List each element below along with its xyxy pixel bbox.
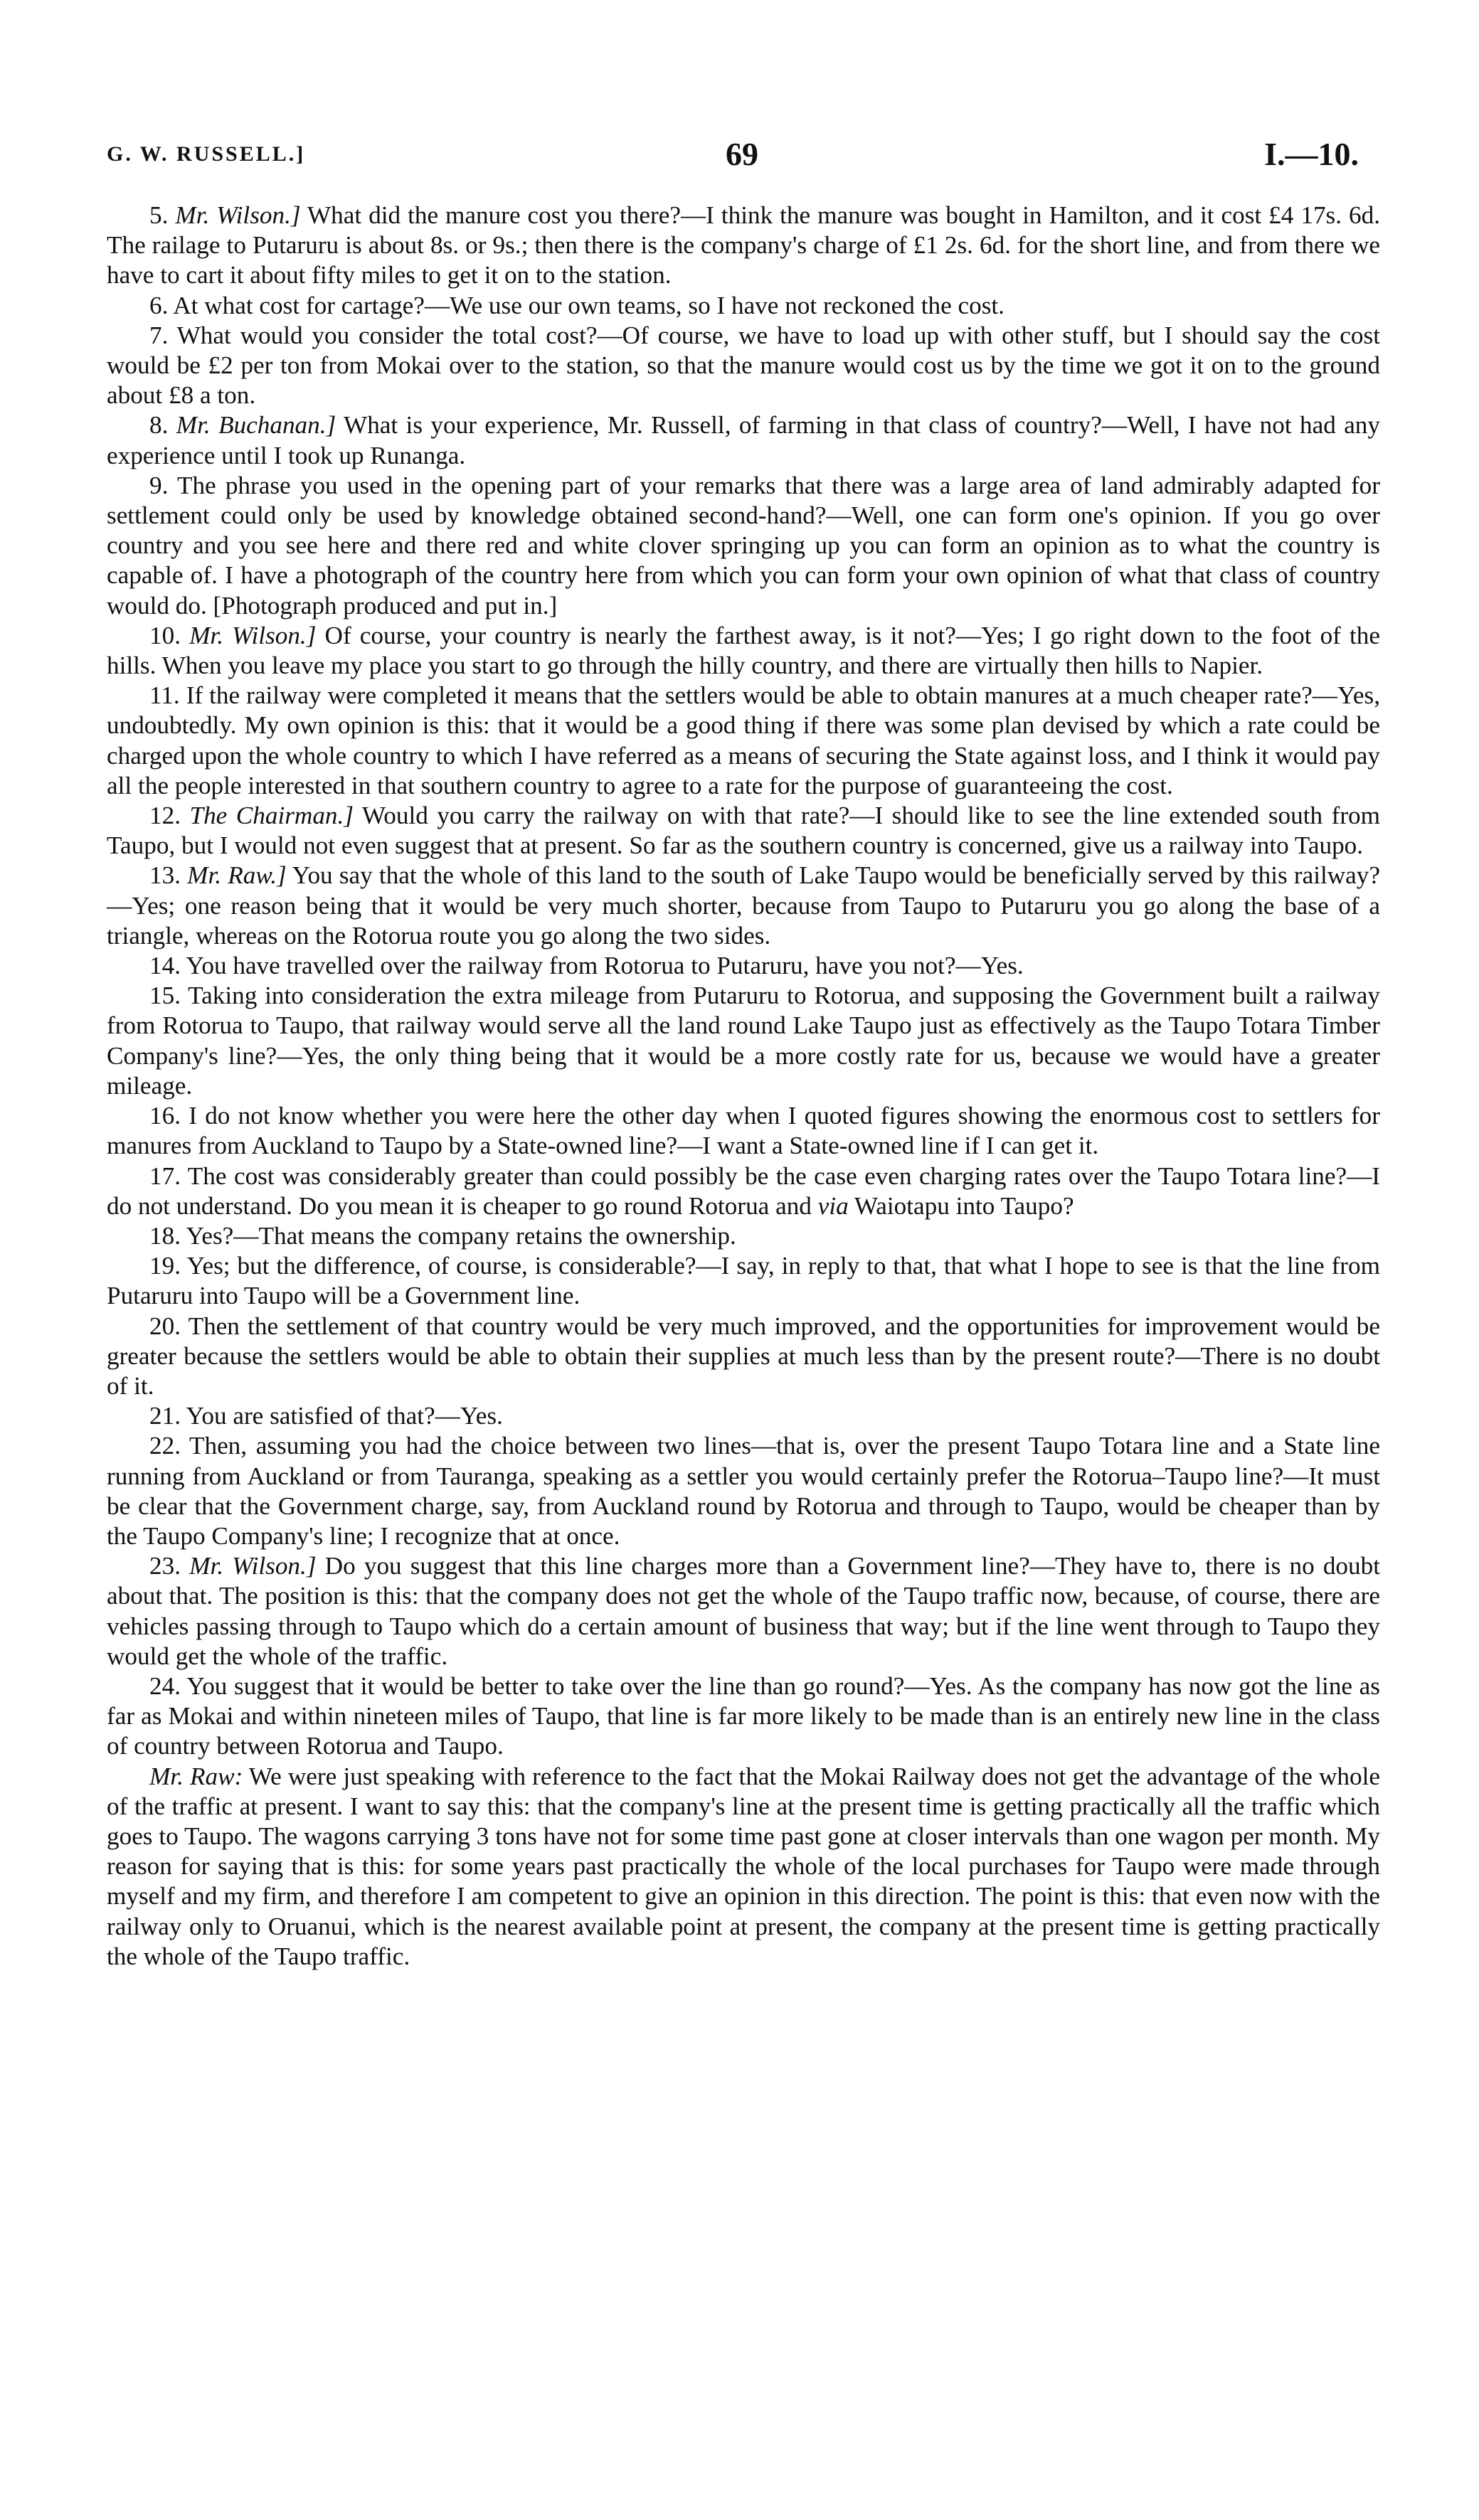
paragraph: 9. The phrase you used in the opening part of your remarks that there was a large area of land admirably adapted for settlement could only be used by knowledge obtained second-hand?—Well, one can form one's opinion. If you go over country and you see here and there red and white clover springing up you can form an opinion as to what the country is capable of. I have a photograph of the country here from which you can form your own opinion of what that class of country would do. [Photograph produced and put in.] — [107, 471, 1380, 620]
paragraph: 10. Mr. Wilson.] Of course, your country is nearly the farthest away, is it not?—Yes; I go right down to the foot of the hills. When you leave my place you start to go through the hilly country, and there are virtually then hills to Napier. — [107, 621, 1381, 680]
speaker: Mr. Wilson.] — [189, 621, 317, 649]
witness-name: G. W. RUSSELL.] — [107, 142, 306, 166]
paragraph: 5. Mr. Wilson.] What did the manure cost you there?—I think the manure was bought in Hamilton, and it cost £4 17s. 6d. The railage to Putaruru is about 8s. or 9s.; then there is the company's charge of £1 2s. 6d. for the short line, and from there we have to cart it about fifty miles to get it on to the station. — [107, 201, 1381, 289]
paragraph: 22. Then, assuming you had the choice between two lines—that is, over the present Taupo Totara line and a State line running from Auckland or from Tauranga, speaking as a settler you would certainly prefer the Rotorua–Taupo line?—It must be clear that the Government charge, say, from Auckland round by Rotorua and through to Taupo, would be cheaper than by the Taupo Company's line; I recognize that at once. — [107, 1432, 1380, 1550]
speaker: The Chairman.] — [189, 802, 354, 830]
paragraph: 13. Mr. Raw.] You say that the whole of this land to the south of Lake Taupo would be beneficially served by this railway?—Yes; one reason being that it would be very much shorter, because from Taupo to Putaruru you go along the base of a triangle, whereas on the Rotorua route you go along the two sides. — [107, 861, 1380, 950]
paragraph: 24. You suggest that it would be better to take over the line than go round?—Yes. As the company has now got the line as far as Mokai and within nineteen miles of Taupo, that line is far more likely to be made than is an entirely new line in the class of country between Rotorua and Taupo. — [107, 1671, 1380, 1760]
paragraph: 8. Mr. Buchanan.] What is your experience, Mr. Russell, of farming in that class of country?—Well, I have not had any experience until I took up Runanga. — [107, 411, 1380, 469]
speaker: Mr. Wilson.] — [175, 201, 301, 229]
speaker: Mr. Buchanan.] — [176, 411, 336, 440]
page-number: 69 — [726, 136, 758, 172]
document-reference: I.—10. — [1264, 136, 1359, 172]
page-header — [107, 135, 1380, 178]
paragraph: 21. You are satisfied of that?—Yes. — [149, 1402, 503, 1430]
speaker: Mr. Raw: — [149, 1762, 243, 1790]
speaker: Mr. Raw.] — [187, 861, 287, 890]
speaker: Mr. Wilson.] — [189, 1552, 317, 1580]
paragraph: 12. The Chairman.] Would you carry the railway on with that rate?—I should like to see the line extended south from Taupo, but I would not even suggest that at present. So far as the southern country is concerned, give us a railway into Taupo. — [107, 802, 1381, 860]
paragraph: 20. Then the settlement of that country would be very much improved, and the opportunities for improvement would be greater because the settlers would be able to obtain their supplies at much less than by the present route?—There is no doubt of it. — [107, 1312, 1380, 1400]
paragraph: 15. Taking into consideration the extra mileage from Putaruru to Rotorua, and supposing the Government built a railway from Rotorua to Taupo, that railway would serve all the land round Lake Taupo just as effectively as the Taupo Totara Timber Company's line?—Yes, the only thing being that it would be a more costly rate for us, because we would have a greater mileage. — [107, 982, 1380, 1100]
paragraph: 14. You have travelled over the railway from Rotorua to Putaruru, have you not?—Yes. — [149, 952, 1024, 980]
paragraph: 19. Yes; but the difference, of course, is considerable?—I say, in reply to that, that what I hope to see is that the line from Putaruru into Taupo will be a Government line. — [107, 1252, 1380, 1310]
paragraph: 16. I do not know whether you were here the other day when I quoted figures showing the enormous cost to settlers for manures from Auckland to Taupo by a State-owned line?—I want a State-owned line if I can get it. — [107, 1102, 1380, 1160]
page-body — [107, 201, 1380, 1972]
paragraph: 7. What would you consider the total cost?—Of course, we have to load up with other stuff, but I should say the cost would be £2 per ton from Mokai over to the station, so that the manure would cost us by the time we got it on to the ground about £8 a ton. — [107, 321, 1380, 410]
paragraph: Mr. Raw: We were just speaking with reference to the fact that the Mokai Railway does not get the advantage of the whole of the traffic at present. I want to say this: that the company's line at the present time is getting practically all the traffic which goes to Taupo. The wagons carrying 3 tons have not for some time past gone at closer intervals than one wagon per month. My reason for saying that is this: for some years past practically the whole of the local purchases for Taupo were made through myself and my firm, and therefore I am competent to give an opinion in this direction. The point is this: that even now with the railway only to Oruanui, which is the nearest available point at present, the company at the present time is getting practically the whole of the Taupo traffic. — [107, 1762, 1380, 1970]
paragraph: 23. Mr. Wilson.] Do you suggest that this line charges more than a Government line?—They have to, there is no doubt about that. The position is this: that the company does not get the whole of the Taupo traffic now, because, of course, there are vehicles passing through to Taupo which do a certain amount of business that way; but if the line went through to Taupo they would get the whole of the traffic. — [107, 1552, 1380, 1670]
paragraph: 11. If the railway were completed it means that the settlers would be able to obtain manures at a much cheaper rate?—Yes, undoubtedly. My own opinion is this: that it would be a good thing if there was some plan devised by which a rate could be charged upon the whole country to which I have referred as a means of securing the State against loss, and I think it would pay all the people interested in that southern country to agree to a rate for the purpose of guaranteeing the cost. — [107, 681, 1380, 799]
paragraph: 18. Yes?—That means the company retains the ownership. — [149, 1221, 736, 1250]
paragraph: 6. At what cost for cartage?—We use our own teams, so I have not reckoned the cost. — [149, 291, 1004, 319]
paragraph: 17. The cost was considerably greater than could possibly be the case even charging rates over the Taupo Totara line?—I do not understand. Do you mean it is cheaper to go round Rotorua and via Waiotapu into Taupo? — [107, 1161, 1380, 1220]
